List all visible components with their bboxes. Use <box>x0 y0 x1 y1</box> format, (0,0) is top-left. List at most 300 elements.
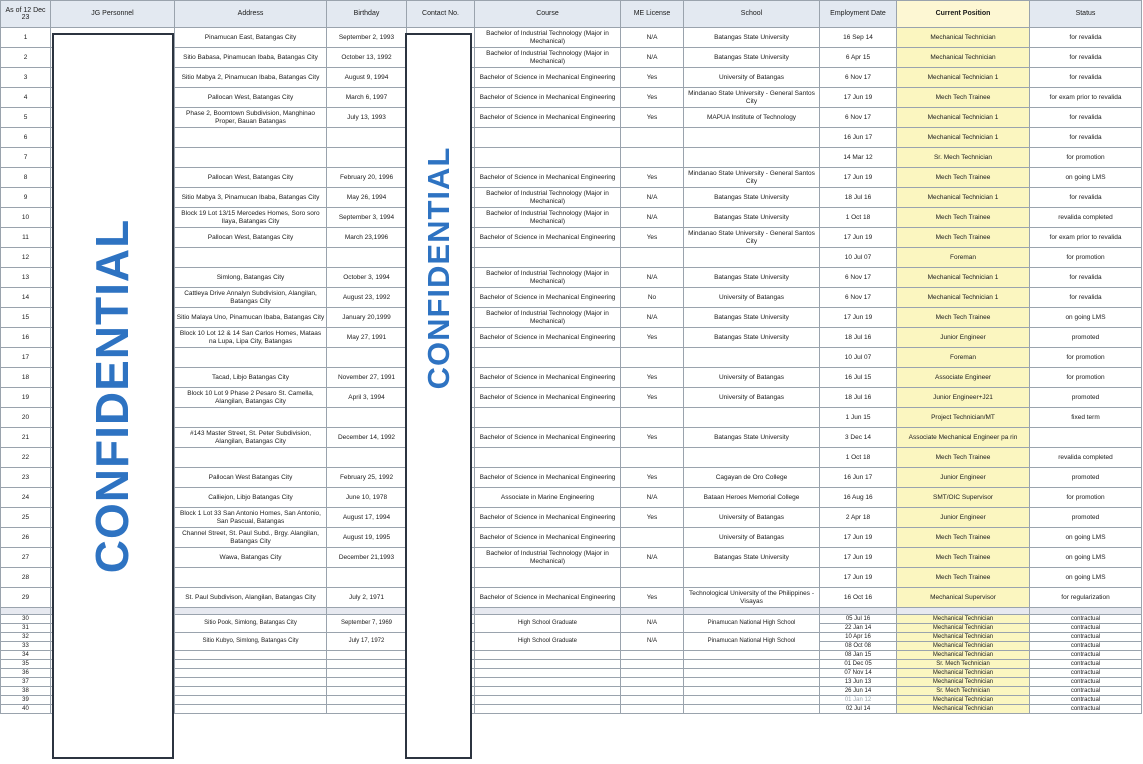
birthday-cell[interactable] <box>327 669 407 678</box>
employment-date-cell[interactable]: 13 Jun 13 <box>820 678 897 687</box>
birthday-cell[interactable] <box>327 660 407 669</box>
birthday-cell[interactable]: December 14, 1992 <box>327 428 407 448</box>
position-cell[interactable]: Sr. Mech Technician <box>897 660 1030 669</box>
school-cell[interactable]: Batangas State University <box>684 428 820 448</box>
status-cell[interactable]: for revalida <box>1030 268 1142 288</box>
position-cell[interactable]: Mechanical Technician <box>897 678 1030 687</box>
row-number-cell[interactable]: 9 <box>1 188 51 208</box>
course-cell[interactable]: Bachelor of Science in Mechanical Engineering <box>475 468 621 488</box>
license-cell[interactable]: Yes <box>621 328 684 348</box>
row-number-cell[interactable]: 31 <box>1 624 51 633</box>
school-cell[interactable]: Pinamucan National High School <box>684 633 820 651</box>
position-cell[interactable]: Junior Engineer <box>897 468 1030 488</box>
row-number-cell[interactable]: 7 <box>1 148 51 168</box>
position-cell[interactable]: Junior Engineer+J21 <box>897 388 1030 408</box>
school-cell[interactable]: Batangas State University <box>684 328 820 348</box>
birthday-cell[interactable]: February 25, 1992 <box>327 468 407 488</box>
license-cell[interactable] <box>621 687 684 696</box>
position-cell[interactable]: Mechanical Technician <box>897 28 1030 48</box>
school-cell[interactable] <box>684 128 820 148</box>
address-cell[interactable]: #143 Master Street, St. Peter Subdivision, Alangilan, Batangas City <box>175 428 327 448</box>
row-number-cell[interactable]: 12 <box>1 248 51 268</box>
status-cell[interactable]: contractual <box>1030 696 1142 705</box>
header-current-position[interactable]: Current Position <box>897 1 1030 28</box>
license-cell[interactable] <box>621 408 684 428</box>
course-cell[interactable]: Associate in Marine Engineering <box>475 488 621 508</box>
status-cell[interactable]: on going LMS <box>1030 168 1142 188</box>
school-cell[interactable] <box>684 696 820 705</box>
address-cell[interactable] <box>175 568 327 588</box>
address-cell[interactable]: Channel Street, St. Paul Subd., Brgy. Alangilan, Batangas City <box>175 528 327 548</box>
birthday-cell[interactable]: March 6, 1997 <box>327 88 407 108</box>
position-cell[interactable]: Mechanical Technician 1 <box>897 108 1030 128</box>
row-number-cell[interactable]: 4 <box>1 88 51 108</box>
status-cell[interactable]: for revalida <box>1030 188 1142 208</box>
position-cell[interactable]: Mechanical Technician <box>897 696 1030 705</box>
position-cell[interactable]: Mechanical Technician 1 <box>897 288 1030 308</box>
school-cell[interactable]: Pinamucan National High School <box>684 615 820 633</box>
school-cell[interactable]: Batangas State University <box>684 188 820 208</box>
course-cell[interactable] <box>475 687 621 696</box>
status-cell[interactable]: contractual <box>1030 633 1142 642</box>
status-cell[interactable]: contractual <box>1030 678 1142 687</box>
license-cell[interactable]: Yes <box>621 68 684 88</box>
license-cell[interactable] <box>621 651 684 660</box>
birthday-cell[interactable] <box>327 348 407 368</box>
status-cell[interactable]: on going LMS <box>1030 568 1142 588</box>
address-cell[interactable]: Pallocan West, Batangas City <box>175 228 327 248</box>
license-cell[interactable]: Yes <box>621 468 684 488</box>
header-course[interactable]: Course <box>475 1 621 28</box>
license-cell[interactable] <box>621 669 684 678</box>
birthday-cell[interactable] <box>327 448 407 468</box>
employment-date-cell[interactable]: 17 Jun 19 <box>820 308 897 328</box>
school-cell[interactable]: Mindanao State University - General Santos City <box>684 88 820 108</box>
header-school[interactable]: School <box>684 1 820 28</box>
school-cell[interactable]: Mindanao State University - General Santos City <box>684 168 820 188</box>
position-cell[interactable]: Sr. Mech Technician <box>897 687 1030 696</box>
license-cell[interactable] <box>621 568 684 588</box>
school-cell[interactable]: Batangas State University <box>684 48 820 68</box>
row-number-cell[interactable]: 17 <box>1 348 51 368</box>
status-cell[interactable]: contractual <box>1030 642 1142 651</box>
status-cell[interactable]: for exam prior to revalida <box>1030 228 1142 248</box>
address-cell[interactable]: Simlong, Batangas City <box>175 268 327 288</box>
employment-date-cell[interactable]: 2 Apr 18 <box>820 508 897 528</box>
birthday-cell[interactable] <box>327 568 407 588</box>
license-cell[interactable]: Yes <box>621 108 684 128</box>
status-cell[interactable]: contractual <box>1030 705 1142 714</box>
license-cell[interactable]: Yes <box>621 228 684 248</box>
address-cell[interactable] <box>175 651 327 660</box>
address-cell[interactable]: Sitio Mabya 2, Pinamucan Ibaba, Batangas City <box>175 68 327 88</box>
status-cell[interactable]: contractual <box>1030 660 1142 669</box>
birthday-cell[interactable]: September 2, 1993 <box>327 28 407 48</box>
address-cell[interactable]: St. Paul Subdivison, Alangilan, Batangas City <box>175 588 327 608</box>
course-cell[interactable]: Bachelor of Science in Mechanical Engineering <box>475 428 621 448</box>
address-cell[interactable]: Tacad, Libjo Batangas City <box>175 368 327 388</box>
employment-date-cell[interactable]: 07 Nov 14 <box>820 669 897 678</box>
course-cell[interactable]: Bachelor of Science in Mechanical Engineering <box>475 288 621 308</box>
row-number-cell[interactable]: 11 <box>1 228 51 248</box>
address-cell[interactable]: Pallocan West Batangas City <box>175 468 327 488</box>
position-cell[interactable]: Mechanical Technician <box>897 615 1030 624</box>
header-personnel[interactable]: JG Personnel <box>51 1 175 28</box>
birthday-cell[interactable] <box>327 705 407 714</box>
position-cell[interactable]: Mechanical Technician 1 <box>897 68 1030 88</box>
license-cell[interactable]: Yes <box>621 88 684 108</box>
status-cell[interactable]: on going LMS <box>1030 308 1142 328</box>
address-cell[interactable] <box>175 148 327 168</box>
employment-date-cell[interactable]: 6 Nov 17 <box>820 268 897 288</box>
position-cell[interactable]: Mechanical Technician <box>897 642 1030 651</box>
header-birthday[interactable]: Birthday <box>327 1 407 28</box>
row-number-cell[interactable]: 39 <box>1 696 51 705</box>
address-cell[interactable]: Pallocan West, Batangas City <box>175 88 327 108</box>
school-cell[interactable] <box>684 348 820 368</box>
license-cell[interactable]: Yes <box>621 508 684 528</box>
position-cell[interactable]: Associate Mechanical Engineer pa rin <box>897 428 1030 448</box>
course-cell[interactable] <box>475 248 621 268</box>
school-cell[interactable]: University of Batangas <box>684 68 820 88</box>
school-cell[interactable]: University of Batangas <box>684 528 820 548</box>
row-number-cell[interactable]: 23 <box>1 468 51 488</box>
course-cell[interactable]: High School Graduate <box>475 615 621 633</box>
school-cell[interactable] <box>684 408 820 428</box>
birthday-cell[interactable] <box>327 248 407 268</box>
row-number-cell[interactable]: 27 <box>1 548 51 568</box>
birthday-cell[interactable]: August 19, 1995 <box>327 528 407 548</box>
address-cell[interactable]: Sitio Kubyo, Simlong, Batangas City <box>175 633 327 651</box>
position-cell[interactable]: Junior Engineer <box>897 328 1030 348</box>
row-number-cell[interactable]: 19 <box>1 388 51 408</box>
address-cell[interactable]: Block 19 Lot 13/15 Mercedes Homes, Soro soro Ilaya, Batangas City <box>175 208 327 228</box>
course-cell[interactable]: Bachelor of Science in Mechanical Engineering <box>475 588 621 608</box>
status-cell[interactable]: contractual <box>1030 651 1142 660</box>
course-cell[interactable] <box>475 696 621 705</box>
birthday-cell[interactable]: August 23, 1992 <box>327 288 407 308</box>
position-cell[interactable]: Mech Tech Trainee <box>897 308 1030 328</box>
employment-date-cell[interactable]: 16 Aug 16 <box>820 488 897 508</box>
employment-date-cell[interactable]: 18 Jul 16 <box>820 328 897 348</box>
employment-date-cell[interactable]: 3 Dec 14 <box>820 428 897 448</box>
birthday-cell[interactable] <box>327 678 407 687</box>
course-cell[interactable]: Bachelor of Industrial Technology (Major in Mechanical) <box>475 188 621 208</box>
birthday-cell[interactable]: December 21,1993 <box>327 548 407 568</box>
course-cell[interactable]: Bachelor of Science in Mechanical Engineering <box>475 328 621 348</box>
license-cell[interactable] <box>621 128 684 148</box>
license-cell[interactable]: N/A <box>621 28 684 48</box>
address-cell[interactable]: Sitio Pook, Simlong, Batangas City <box>175 615 327 633</box>
course-cell[interactable]: Bachelor of Science in Mechanical Engineering <box>475 108 621 128</box>
row-number-cell[interactable]: 32 <box>1 633 51 642</box>
row-number-cell[interactable]: 33 <box>1 642 51 651</box>
license-cell[interactable]: N/A <box>621 615 684 633</box>
position-cell[interactable]: Mechanical Technician <box>897 624 1030 633</box>
employment-date-cell[interactable]: 01 Jan 12 <box>820 696 897 705</box>
license-cell[interactable] <box>621 705 684 714</box>
row-number-cell[interactable]: 6 <box>1 128 51 148</box>
course-cell[interactable]: Bachelor of Science in Mechanical Engineering <box>475 68 621 88</box>
status-cell[interactable] <box>1030 428 1142 448</box>
employment-date-cell[interactable]: 16 Sep 14 <box>820 28 897 48</box>
license-cell[interactable] <box>621 678 684 687</box>
status-cell[interactable]: on going LMS <box>1030 548 1142 568</box>
status-cell[interactable]: on going LMS <box>1030 528 1142 548</box>
employment-date-cell[interactable]: 1 Jun 15 <box>820 408 897 428</box>
position-cell[interactable]: Mech Tech Trainee <box>897 448 1030 468</box>
row-number-cell[interactable]: 40 <box>1 705 51 714</box>
course-cell[interactable]: Bachelor of Science in Mechanical Engineering <box>475 88 621 108</box>
course-cell[interactable]: Bachelor of Industrial Technology (Major in Mechanical) <box>475 548 621 568</box>
employment-date-cell[interactable]: 6 Nov 17 <box>820 68 897 88</box>
course-cell[interactable]: Bachelor of Science in Mechanical Engineering <box>475 168 621 188</box>
school-cell[interactable]: Bataan Heroes Memorial College <box>684 488 820 508</box>
birthday-cell[interactable]: February 20, 1996 <box>327 168 407 188</box>
row-number-cell[interactable]: 13 <box>1 268 51 288</box>
position-cell[interactable]: Mech Tech Trainee <box>897 228 1030 248</box>
course-cell[interactable]: Bachelor of Industrial Technology (Major in Mechanical) <box>475 48 621 68</box>
employment-date-cell[interactable]: 17 Jun 19 <box>820 168 897 188</box>
license-cell[interactable]: No <box>621 288 684 308</box>
position-cell[interactable]: Mechanical Supervisor <box>897 588 1030 608</box>
row-number-cell[interactable]: 3 <box>1 68 51 88</box>
address-cell[interactable] <box>175 348 327 368</box>
header-address[interactable]: Address <box>175 1 327 28</box>
address-cell[interactable]: Block 1 Lot 33 San Antonio Homes, San Antonio, San Pascual, Batangas <box>175 508 327 528</box>
school-cell[interactable]: University of Batangas <box>684 508 820 528</box>
row-number-cell[interactable]: 10 <box>1 208 51 228</box>
status-cell[interactable]: for revalida <box>1030 28 1142 48</box>
license-cell[interactable]: N/A <box>621 548 684 568</box>
license-cell[interactable]: Yes <box>621 168 684 188</box>
position-cell[interactable]: Mechanical Technician <box>897 705 1030 714</box>
status-cell[interactable]: revalida completed <box>1030 208 1142 228</box>
row-number-cell[interactable]: 18 <box>1 368 51 388</box>
position-cell[interactable]: SMT/OIC Supervisor <box>897 488 1030 508</box>
school-cell[interactable]: University of Batangas <box>684 288 820 308</box>
employment-date-cell[interactable]: 6 Apr 15 <box>820 48 897 68</box>
address-cell[interactable]: Phase 2, Boomtown Subdivision, Manghinao Proper, Bauan Batangas <box>175 108 327 128</box>
employment-date-cell[interactable]: 16 Jul 15 <box>820 368 897 388</box>
school-cell[interactable]: Batangas State University <box>684 208 820 228</box>
address-cell[interactable] <box>175 408 327 428</box>
status-cell[interactable]: contractual <box>1030 624 1142 633</box>
birthday-cell[interactable]: September 7, 1969 <box>327 615 407 633</box>
birthday-cell[interactable] <box>327 128 407 148</box>
course-cell[interactable] <box>475 408 621 428</box>
license-cell[interactable]: N/A <box>621 308 684 328</box>
employment-date-cell[interactable]: 10 Jul 07 <box>820 248 897 268</box>
birthday-cell[interactable]: October 3, 1994 <box>327 268 407 288</box>
row-number-cell[interactable]: 24 <box>1 488 51 508</box>
course-cell[interactable]: Bachelor of Industrial Technology (Major in Mechanical) <box>475 28 621 48</box>
license-cell[interactable]: N/A <box>621 488 684 508</box>
position-cell[interactable]: Mechanical Technician <box>897 48 1030 68</box>
employment-date-cell[interactable]: 18 Jul 16 <box>820 188 897 208</box>
birthday-cell[interactable]: November 27, 1991 <box>327 368 407 388</box>
course-cell[interactable]: Bachelor of Industrial Technology (Major in Mechanical) <box>475 268 621 288</box>
row-number-cell[interactable]: 35 <box>1 660 51 669</box>
birthday-cell[interactable]: June 10, 1978 <box>327 488 407 508</box>
school-cell[interactable] <box>684 568 820 588</box>
school-cell[interactable]: MAPUA Institute of Technology <box>684 108 820 128</box>
school-cell[interactable]: Batangas State University <box>684 548 820 568</box>
address-cell[interactable]: Sitio Malaya Uno, Pinamucan Ibaba, Batangas City <box>175 308 327 328</box>
position-cell[interactable]: Foreman <box>897 348 1030 368</box>
school-cell[interactable]: Batangas State University <box>684 268 820 288</box>
status-cell[interactable]: promoted <box>1030 508 1142 528</box>
row-number-cell[interactable]: 2 <box>1 48 51 68</box>
status-cell[interactable]: contractual <box>1030 687 1142 696</box>
license-cell[interactable] <box>621 448 684 468</box>
school-cell[interactable] <box>684 669 820 678</box>
birthday-cell[interactable]: July 17, 1972 <box>327 633 407 651</box>
row-number-cell[interactable]: 1 <box>1 28 51 48</box>
status-cell[interactable]: for promotion <box>1030 488 1142 508</box>
license-cell[interactable] <box>621 660 684 669</box>
header-status[interactable]: Status <box>1030 1 1142 28</box>
employment-date-cell[interactable]: 22 Jan 14 <box>820 624 897 633</box>
employment-date-cell[interactable]: 16 Oct 16 <box>820 588 897 608</box>
birthday-cell[interactable]: January 20,1999 <box>327 308 407 328</box>
employment-date-cell[interactable]: 10 Apr 16 <box>820 633 897 642</box>
course-cell[interactable] <box>475 651 621 660</box>
license-cell[interactable]: Yes <box>621 588 684 608</box>
employment-date-cell[interactable]: 6 Nov 17 <box>820 288 897 308</box>
status-cell[interactable]: for regularization <box>1030 588 1142 608</box>
course-cell[interactable] <box>475 128 621 148</box>
employment-date-cell[interactable]: 18 Jul 16 <box>820 388 897 408</box>
address-cell[interactable] <box>175 705 327 714</box>
header-me-license[interactable]: ME License <box>621 1 684 28</box>
address-cell[interactable] <box>175 696 327 705</box>
course-cell[interactable] <box>475 148 621 168</box>
birthday-cell[interactable] <box>327 687 407 696</box>
employment-date-cell[interactable]: 16 Jun 17 <box>820 468 897 488</box>
address-cell[interactable] <box>175 669 327 678</box>
row-number-cell[interactable]: 21 <box>1 428 51 448</box>
birthday-cell[interactable]: August 17, 1994 <box>327 508 407 528</box>
position-cell[interactable]: Project Technician/MT <box>897 408 1030 428</box>
header-as-of[interactable]: As of 12 Dec 23 <box>1 1 51 28</box>
course-cell[interactable] <box>475 678 621 687</box>
license-cell[interactable] <box>621 528 684 548</box>
course-cell[interactable] <box>475 669 621 678</box>
position-cell[interactable]: Mech Tech Trainee <box>897 568 1030 588</box>
status-cell[interactable]: for promotion <box>1030 148 1142 168</box>
status-cell[interactable]: for promotion <box>1030 248 1142 268</box>
address-cell[interactable]: Sitio Babasa, Pinamucan Ibaba, Batangas City <box>175 48 327 68</box>
row-number-cell[interactable]: 16 <box>1 328 51 348</box>
status-cell[interactable]: for revalida <box>1030 68 1142 88</box>
position-cell[interactable]: Mech Tech Trainee <box>897 208 1030 228</box>
employment-date-cell[interactable]: 1 Oct 18 <box>820 208 897 228</box>
row-number-cell[interactable]: 28 <box>1 568 51 588</box>
row-number-cell[interactable]: 36 <box>1 669 51 678</box>
header-contact[interactable]: Contact No. <box>407 1 475 28</box>
birthday-cell[interactable]: October 13, 1992 <box>327 48 407 68</box>
employment-date-cell[interactable]: 10 Jul 07 <box>820 348 897 368</box>
position-cell[interactable]: Mech Tech Trainee <box>897 168 1030 188</box>
school-cell[interactable]: Batangas State University <box>684 28 820 48</box>
course-cell[interactable]: Bachelor of Industrial Technology (Major in Mechanical) <box>475 308 621 328</box>
birthday-cell[interactable]: March 23,1996 <box>327 228 407 248</box>
status-cell[interactable]: promoted <box>1030 328 1142 348</box>
status-cell[interactable]: for exam prior to revalida <box>1030 88 1142 108</box>
license-cell[interactable]: N/A <box>621 188 684 208</box>
employment-date-cell[interactable]: 26 Jun 14 <box>820 687 897 696</box>
employment-date-cell[interactable]: 17 Jun 19 <box>820 88 897 108</box>
employment-date-cell[interactable]: 6 Nov 17 <box>820 108 897 128</box>
employment-date-cell[interactable]: 02 Jul 14 <box>820 705 897 714</box>
course-cell[interactable]: Bachelor of Science in Mechanical Engineering <box>475 388 621 408</box>
address-cell[interactable] <box>175 660 327 669</box>
position-cell[interactable]: Mechanical Technician 1 <box>897 268 1030 288</box>
address-cell[interactable]: Wawa, Batangas City <box>175 548 327 568</box>
row-number-cell[interactable]: 37 <box>1 678 51 687</box>
license-cell[interactable]: Yes <box>621 428 684 448</box>
course-cell[interactable]: Bachelor of Industrial Technology (Major in Mechanical) <box>475 208 621 228</box>
license-cell[interactable] <box>621 348 684 368</box>
row-number-cell[interactable]: 25 <box>1 508 51 528</box>
row-number-cell[interactable]: 30 <box>1 615 51 624</box>
employment-date-cell[interactable]: 1 Oct 18 <box>820 448 897 468</box>
header-employment-date[interactable]: Employment Date <box>820 1 897 28</box>
address-cell[interactable]: Pinamucan East, Batangas City <box>175 28 327 48</box>
birthday-cell[interactable] <box>327 408 407 428</box>
birthday-cell[interactable]: April 3, 1994 <box>327 388 407 408</box>
license-cell[interactable]: N/A <box>621 268 684 288</box>
school-cell[interactable] <box>684 448 820 468</box>
school-cell[interactable] <box>684 705 820 714</box>
course-cell[interactable] <box>475 448 621 468</box>
row-number-cell[interactable]: 14 <box>1 288 51 308</box>
status-cell[interactable]: contractual <box>1030 669 1142 678</box>
birthday-cell[interactable] <box>327 148 407 168</box>
position-cell[interactable]: Mechanical Technician <box>897 633 1030 642</box>
employment-date-cell[interactable]: 01 Dec 05 <box>820 660 897 669</box>
license-cell[interactable]: Yes <box>621 368 684 388</box>
row-number-cell[interactable]: 20 <box>1 408 51 428</box>
position-cell[interactable]: Mechanical Technician <box>897 669 1030 678</box>
school-cell[interactable]: Cagayan de Oro College <box>684 468 820 488</box>
course-cell[interactable] <box>475 705 621 714</box>
course-cell[interactable]: Bachelor of Science in Mechanical Engineering <box>475 508 621 528</box>
license-cell[interactable]: N/A <box>621 48 684 68</box>
birthday-cell[interactable]: May 26, 1994 <box>327 188 407 208</box>
employment-date-cell[interactable]: 17 Jun 19 <box>820 528 897 548</box>
address-cell[interactable]: Sitio Mabya 3, Pinamucan Ibaba, Batangas City <box>175 188 327 208</box>
position-cell[interactable]: Junior Engineer <box>897 508 1030 528</box>
row-number-cell[interactable]: 8 <box>1 168 51 188</box>
course-cell[interactable] <box>475 348 621 368</box>
birthday-cell[interactable] <box>327 651 407 660</box>
position-cell[interactable]: Associate Engineer <box>897 368 1030 388</box>
course-cell[interactable] <box>475 568 621 588</box>
school-cell[interactable]: Technological University of the Philippines - Visayas <box>684 588 820 608</box>
address-cell[interactable] <box>175 448 327 468</box>
position-cell[interactable]: Sr. Mech Technician <box>897 148 1030 168</box>
license-cell[interactable]: N/A <box>621 208 684 228</box>
license-cell[interactable] <box>621 696 684 705</box>
employment-date-cell[interactable]: 08 Oct 08 <box>820 642 897 651</box>
row-number-cell[interactable]: 26 <box>1 528 51 548</box>
school-cell[interactable] <box>684 148 820 168</box>
address-cell[interactable] <box>175 678 327 687</box>
school-cell[interactable] <box>684 248 820 268</box>
status-cell[interactable]: for revalida <box>1030 128 1142 148</box>
